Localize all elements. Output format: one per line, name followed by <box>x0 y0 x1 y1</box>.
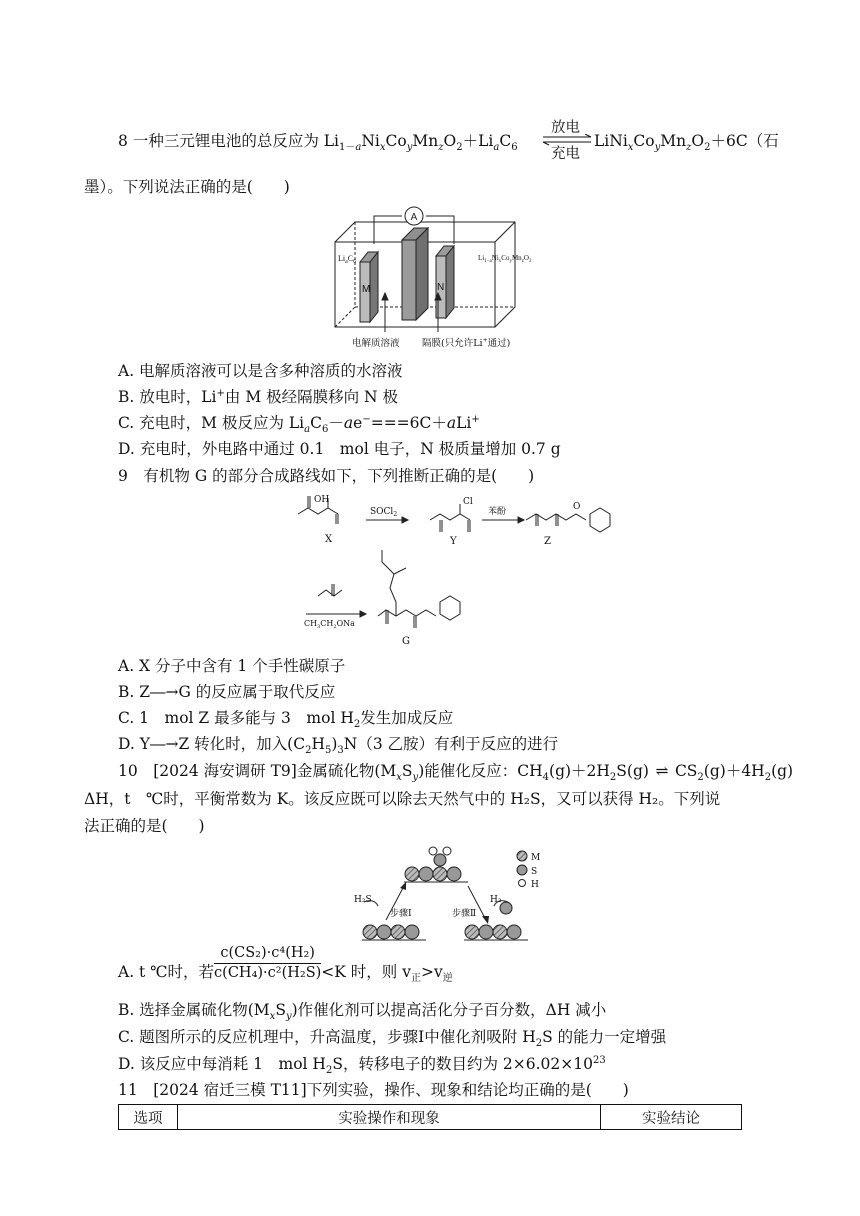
q10-stem-line1: 10 [2024 海安调研 T9]金属硫化物$(M_xS_y)$能催化反应：$CH_4(g)+2H_2S(g)$ ⇌ $CS_2(g)+4H_2(g)$ <box>118 762 794 784</box>
z-atom-o: O <box>573 502 581 512</box>
q8-stem-text: 一种三元锂电池的总反应为 Li <box>132 132 339 150</box>
q8-option-c: C. 充电时，M 极反应为 $Li_aC_6-ae^-===6C+aLi^+$ <box>118 413 480 436</box>
table-header-operation: 实验操作和现象 <box>178 1105 601 1130</box>
membrane-callout: 隔膜(只允许Li+通过) <box>422 337 511 349</box>
catalyst-right <box>464 902 528 940</box>
q9-option-c: C. 1 mol Z 最多能与 3 mol $H_2$发生加成反应 <box>118 709 454 731</box>
q9-option-d: D. Y―→Z 转化时，加入$(C_2H_5)_3N(3$ 乙胺）有利于反应的进行 <box>118 735 559 757</box>
x-atom-oh: OH <box>314 495 330 505</box>
table-header-row <box>119 1105 742 1130</box>
q8-stem-line1-product: $LiNi_xCo_yMn_zO_2+6C$（石 <box>594 132 779 154</box>
g-label: G <box>402 636 410 647</box>
q9-option-a: A. X 分子中含有 1 个手性碳原子 <box>118 657 346 675</box>
q10-source: [2024 海安调研 T9] <box>153 762 297 780</box>
q10-stem-line2: ΔH，t ℃时，平衡常数为 K。该反应既可以除去天然气中的 H₂S，又可以获得 H₂。下列说 <box>84 790 721 808</box>
electrolyte-callout: 电解质溶液 <box>352 338 400 349</box>
z-label: Z <box>544 536 551 547</box>
legend-m: M <box>531 853 541 863</box>
q10-option-a: A. t ℃时，若 $\frac{\text{c(CS₂)·c⁴(H₂)}}{\text{c(CH₄)·c²(H₂S)}}$ <K 时，则 $v_正>v_逆$ <box>118 944 453 985</box>
q9-option-b: B. Z―→G 的反应属于取代反应 <box>118 683 336 701</box>
q8-option-d: D. 充电时，外电路中通过 0.1 mol 电子，N 极质量增加 0.7 g <box>118 440 561 458</box>
in-h2s: H₂S <box>354 895 372 905</box>
electrode-m-label: M <box>362 284 371 295</box>
q8-arrow-bottom-label: 充电 <box>551 146 580 162</box>
ammeter-label: A <box>410 212 418 223</box>
left-electrode-formula: $Li_aC_6$ <box>338 254 357 265</box>
catalyst-left <box>362 925 426 940</box>
table-header-conclusion: 实验结论 <box>601 1105 742 1130</box>
reagent-ethoxide: $CH_3CH_2ONa$ <box>304 619 355 630</box>
step-2-label: 步骤Ⅱ <box>452 909 477 919</box>
reagent-socl2: SOCl$_2$ <box>370 507 398 518</box>
x-label: X <box>325 534 333 545</box>
y-atom-cl: Cl <box>463 497 473 507</box>
reagent-phenol: 苯酚 <box>488 507 507 517</box>
q10-mechanism-figure <box>340 840 570 946</box>
q11-table <box>118 1104 742 1130</box>
q8-arrow-top-label: 放电 <box>551 120 580 136</box>
legend-h: H <box>531 880 539 890</box>
q8-stem-line2: 墨）。下列说法正确的是( ) <box>84 178 290 196</box>
q9-stem: 9 有机物 G 的部分合成路线如下，下列推断正确的是( ) <box>118 467 535 485</box>
q8-option-a: A. 电解质溶液可以是含多种溶质的水溶液 <box>118 362 403 380</box>
q10-option-c: C. 题图所示的反应机理中，升高温度，步骤Ⅰ中催化剂吸附 $H_2S$ 的能力一定增强 <box>118 1028 667 1050</box>
q8-stem-line1: 8 一种三元锂电池的总反应为 $Li_{1-a}Ni_xCo_yMn_zO_2+Li_aC_6$ <box>118 132 518 154</box>
right-electrode-formula: $Li_{1-a}Ni_xCo_yMn_zO_2$ <box>478 254 532 264</box>
y-label: Y <box>450 536 457 547</box>
out-h2: H₂ <box>490 895 502 905</box>
legend-s: S <box>531 867 538 877</box>
q8-option-b: B. 放电时，Li+由 M 极经隔膜移向 N 极 <box>118 387 399 406</box>
q10-stem-line3: 法正确的是( ) <box>84 817 205 835</box>
q10-option-d: D. 该反应中每消耗 1 mol $H_2S$，转移电子的数目约为 $2\times 6.02\times 10^{23}$ <box>118 1054 606 1077</box>
step-1-label: 步骤Ⅰ <box>390 909 412 919</box>
electrode-n-label: N <box>437 282 445 293</box>
q11-stem: 11 [2024 宿迁三模 T11]下列实验，操作、现象和结论均正确的是( ) <box>118 1081 629 1099</box>
q10-option-b: B. 选择金属硫化物$(M_xS_y)$作催化剂可以提高活化分子百分数，ΔH 减小 <box>118 1001 607 1023</box>
membrane <box>402 228 428 320</box>
q9-synthesis-scheme <box>290 492 680 652</box>
table-header-option: 选项 <box>119 1105 178 1130</box>
q11-source: [2024 宿迁三模 T11] <box>153 1081 307 1099</box>
catalyst-top <box>404 847 468 882</box>
q8-number: 8 <box>118 132 128 150</box>
q8-battery-diagram <box>330 204 570 354</box>
